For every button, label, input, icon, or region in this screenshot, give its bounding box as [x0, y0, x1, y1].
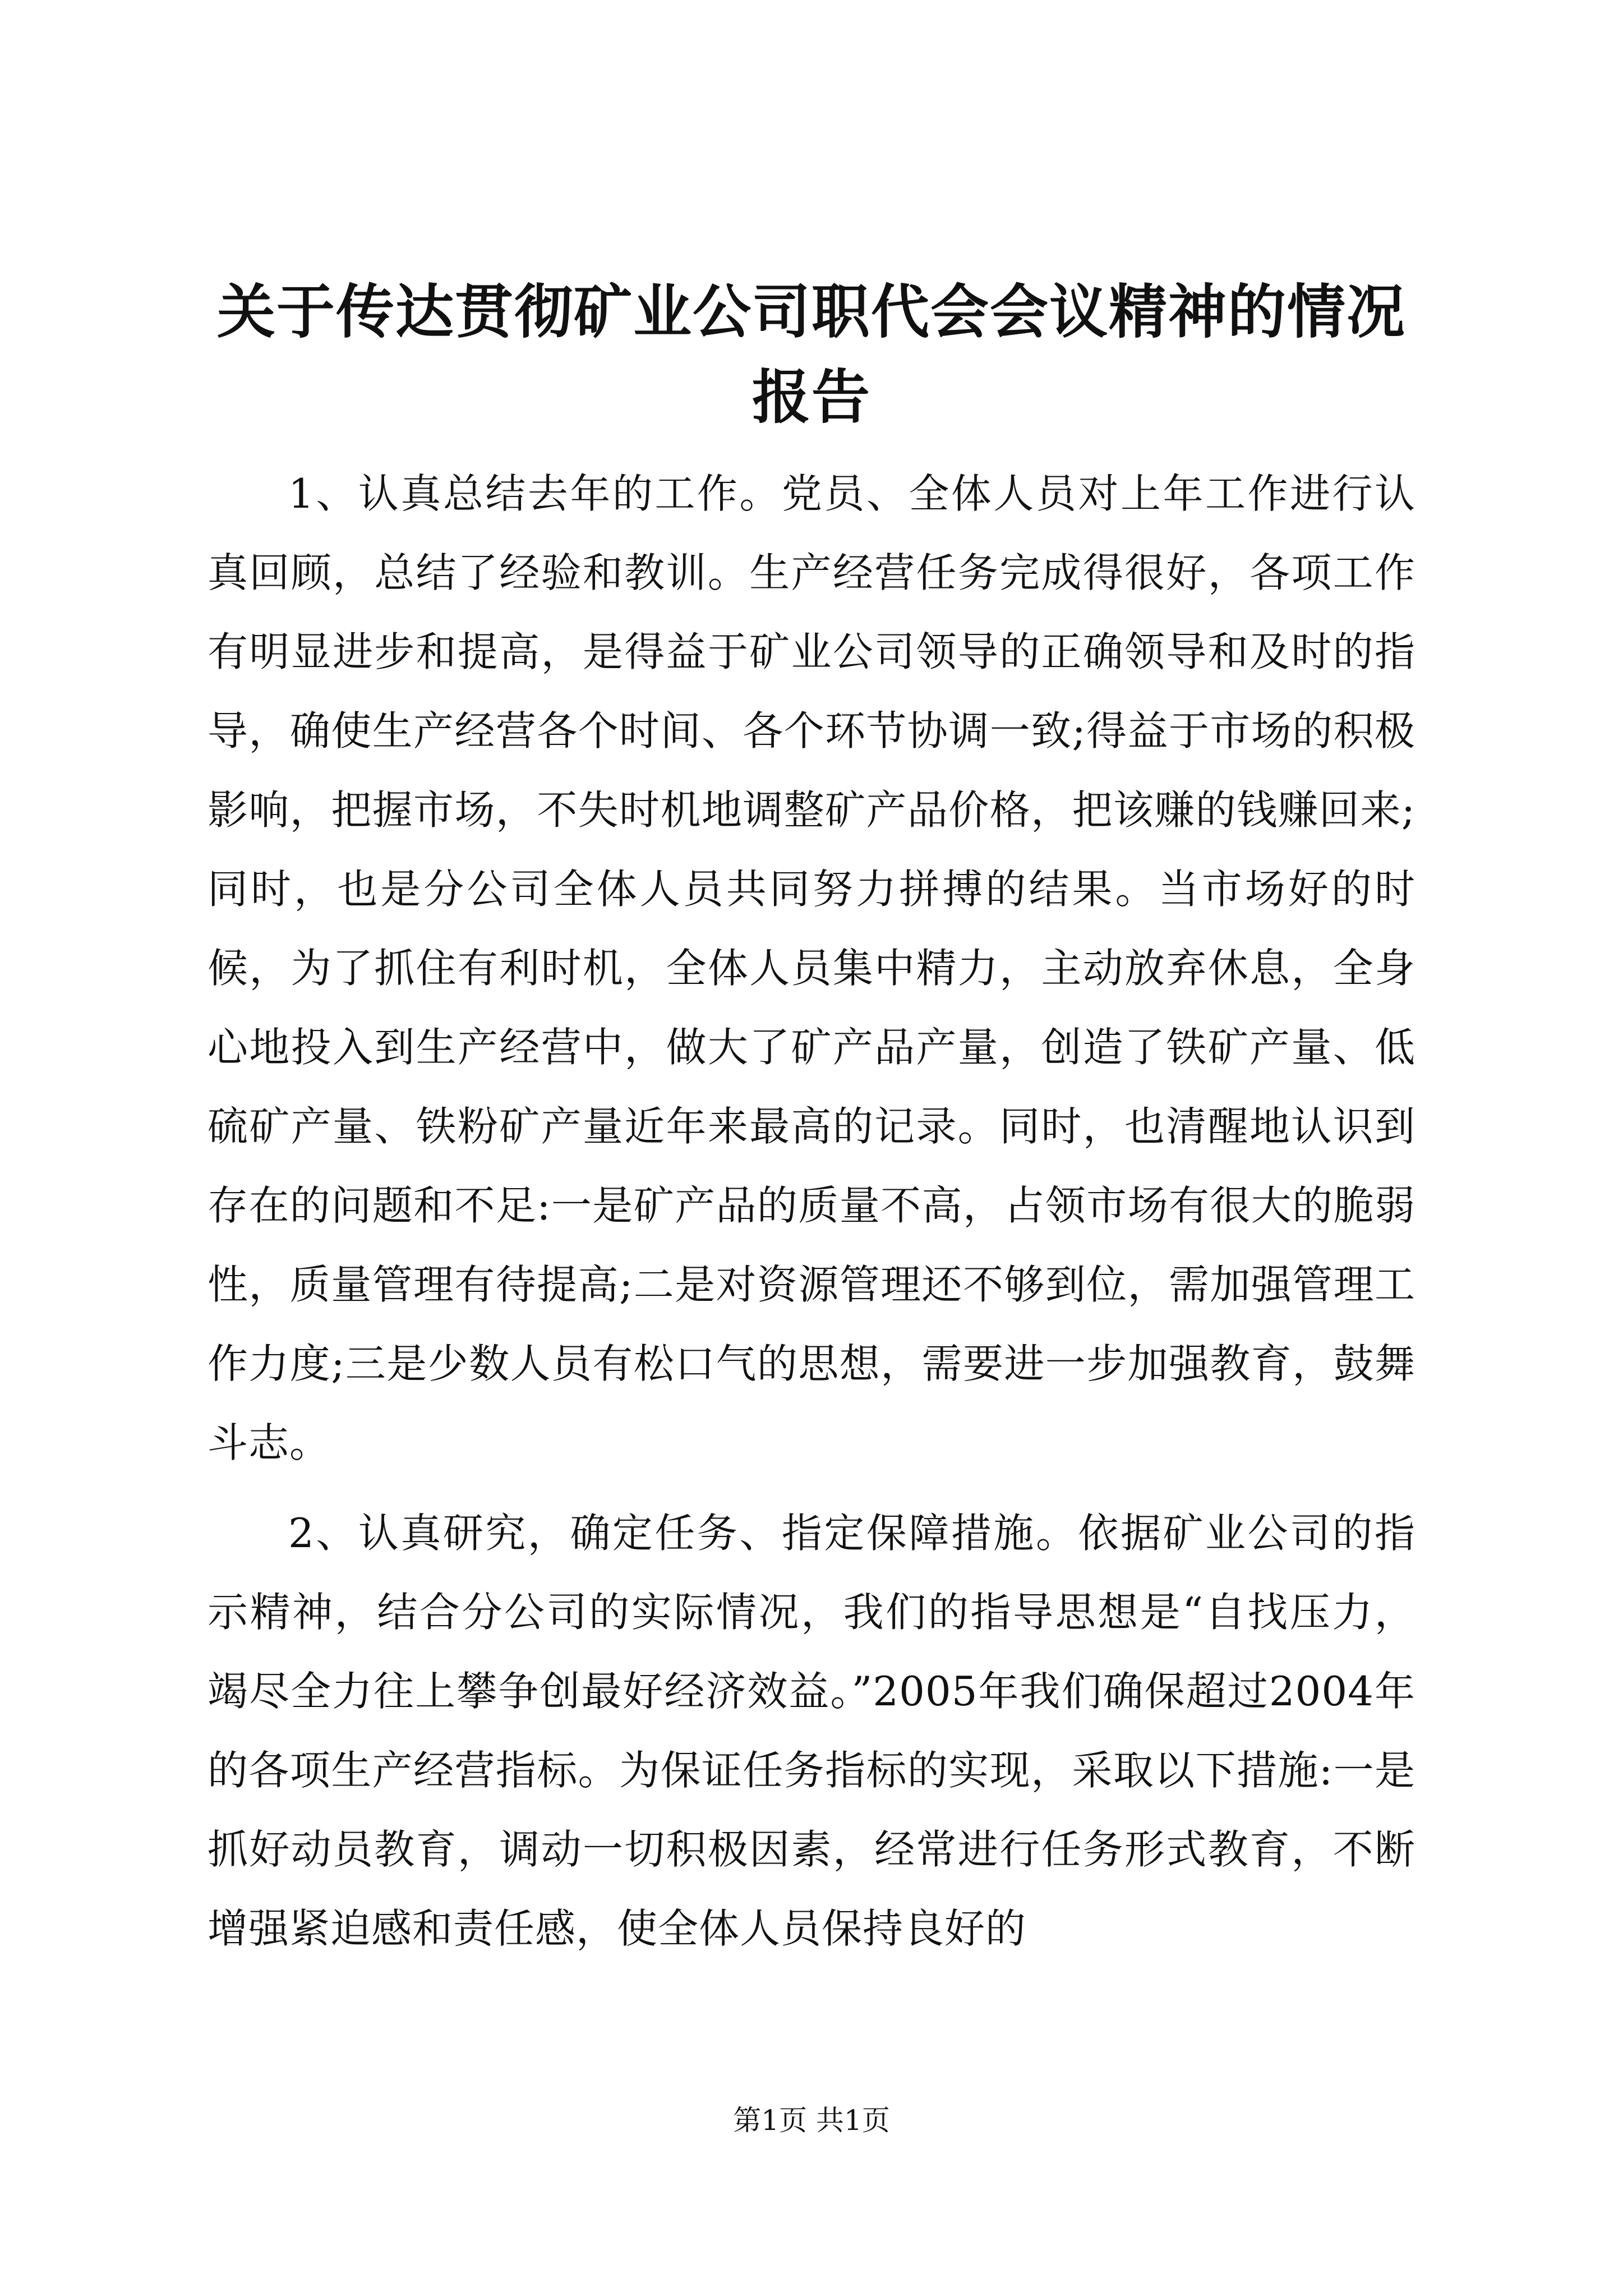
- paragraph-1: 1、认真总结去年的工作。党员、全体人员对上年工作进行认真回顾，总结了经验和教训。生产经营任务完成得很好，各项工作有明显进步和提高，是得益于矿业公司领导的正确领导和及时的指导，确使生产经营各个时间、各个环节协调一致;得益于市场的积极影响，把握市场，不失时机地调整矿产品价格，把该赚的钱赚回来;同时，也是分公司全体人员共同努力拼搏的结果。当市场好的时候，为了抓住有利时机，全体人员集中精力，主动放弃休息，全身心地投入到生产经营中，做大了矿产品产量，创造了铁矿产量、低硫矿产量、铁粉矿产量近年来最高的记录。同时，也清醒地认识到存在的问题和不足:一是矿产品的质量不高，占领市场有很大的脆弱性，质量管理有待提高;二是对资源管理还不够到位，需加强管理工作力度;三是少数人员有松口气的思想，需要进一步加强教育，鼓舞斗志。: [208, 470, 1415, 1466]
- paragraph-2: 2、认真研究，确定任务、指定保障措施。依据矿业公司的指示精神，结合分公司的实际情况，我们的指导思想是“自找压力，竭尽全力往上攀争创最好经济效益。”2005年我们确保超过2004年的各项生产经营指标。为保证任务指标的实现，采取以下措施:一是抓好动员教育，调动一切积极因素，经常进行任务形式教育，不断增强紧迫感和责任感，使全体人员保持良好的: [208, 1510, 1415, 1952]
- document-title: 关于传达贯彻矿业公司职代会会议精神的情况报告: [216, 277, 1406, 431]
- document-body: [208, 454, 1415, 1980]
- page-footer: 第1页 共1页: [733, 2104, 890, 2137]
